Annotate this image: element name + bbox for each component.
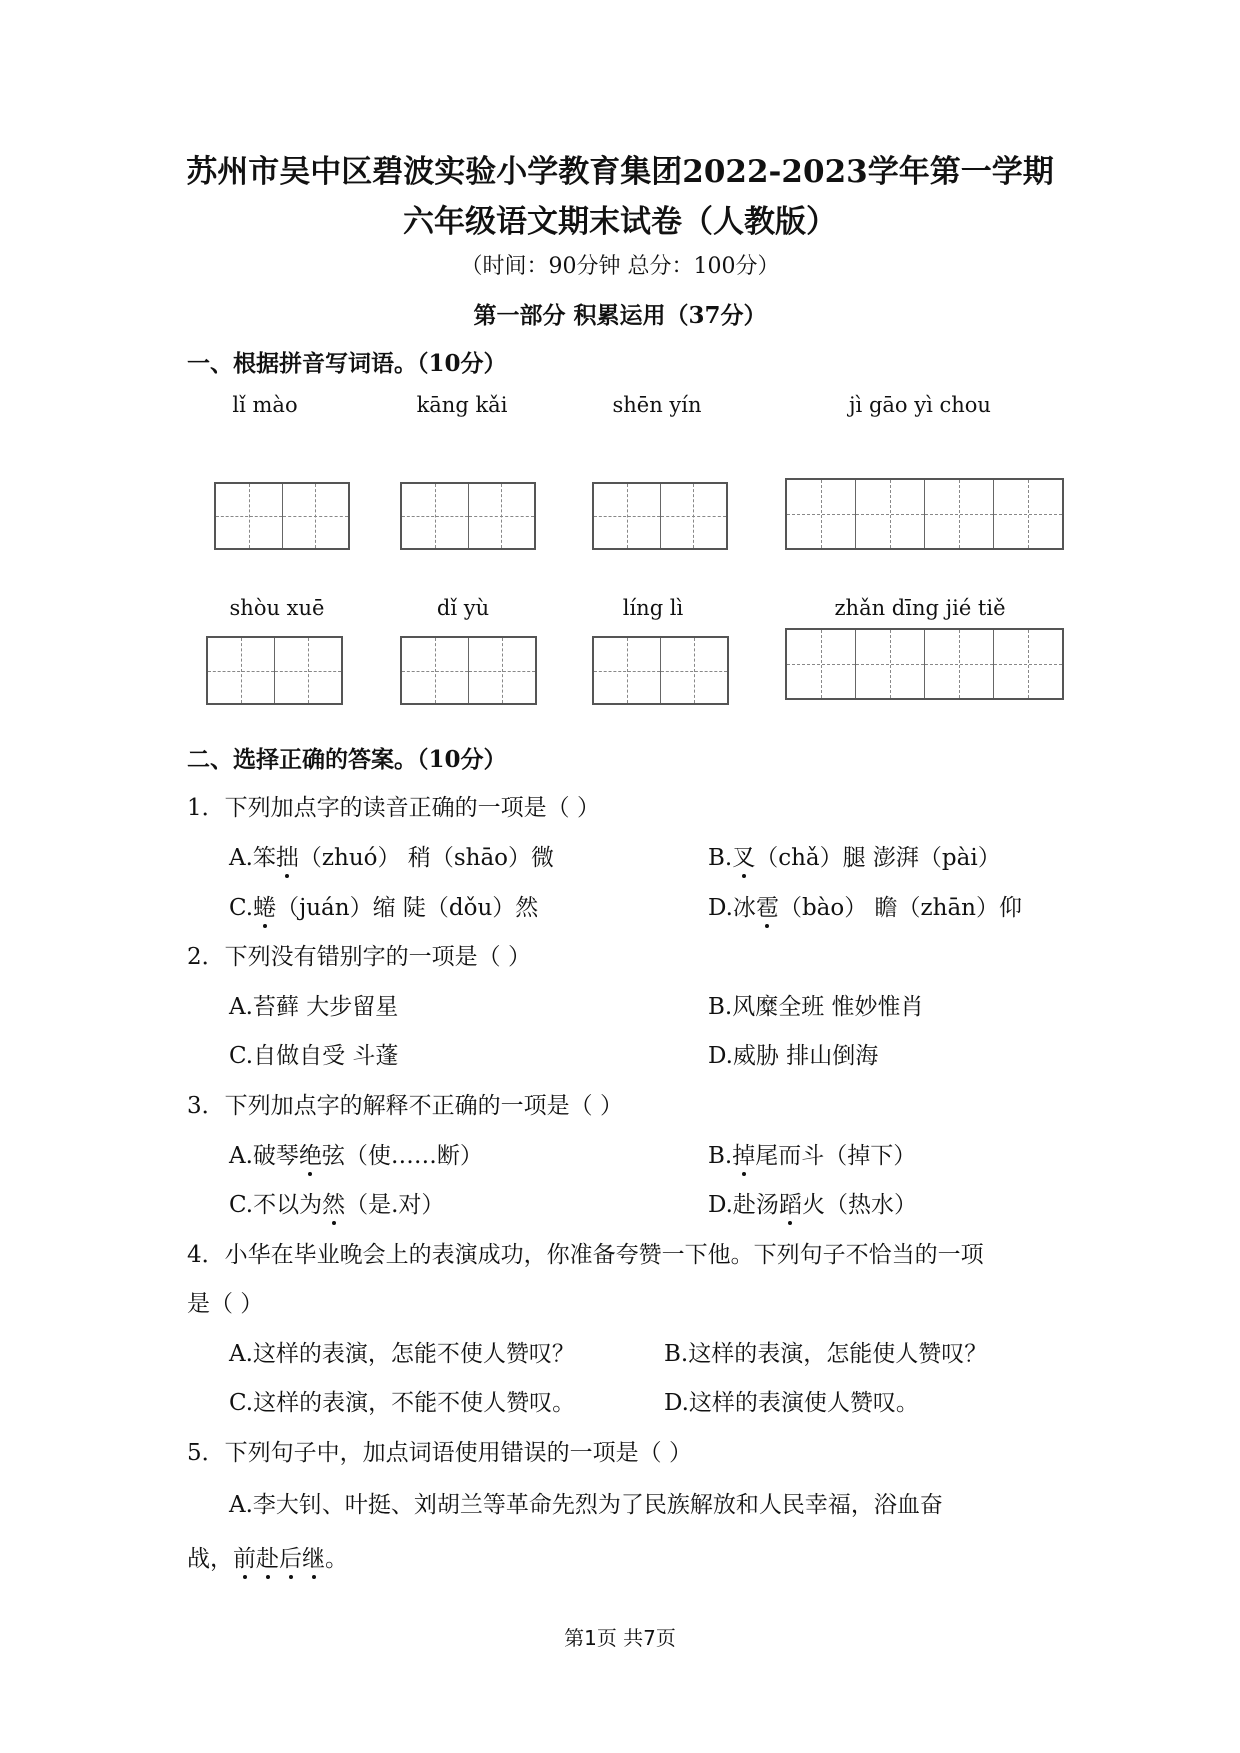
- exam-title-line2: 六年级语文期末试卷（人教版）: [403, 204, 837, 240]
- q3-option-a[interactable]: [229, 1137, 483, 1170]
- q5-option-a-line2: [187, 1540, 348, 1573]
- q2-option-d[interactable]: D.威胁 排山倒海: [708, 1043, 879, 1069]
- q4-option-c[interactable]: C.这样的表演，不能不使人赞叹。: [229, 1390, 576, 1416]
- section1-heading: 一、根据拼音写词语。（10分）: [187, 350, 507, 377]
- pinyin-label: kāng kǎi: [416, 393, 508, 417]
- writing-grid[interactable]: [785, 628, 1064, 700]
- q1-option-c-text: （juán）缩 陡（dǒu）然: [276, 895, 539, 921]
- q3-option-c[interactable]: [229, 1186, 444, 1219]
- writing-grid[interactable]: [592, 482, 728, 550]
- q5-text: 。: [325, 1546, 348, 1572]
- emphasis-char: 蹈: [779, 1186, 802, 1219]
- pinyin-label: lǐ mào: [232, 393, 298, 417]
- emphasis-char: 雹: [756, 889, 779, 922]
- q1-option-d-text: D.冰: [708, 895, 756, 921]
- writing-grid[interactable]: [400, 482, 536, 550]
- q3-option-a-text: 弦（使……断）: [321, 1143, 483, 1169]
- pinyin-label: jì gāo yì chou: [849, 393, 991, 417]
- q5-option-a-line1[interactable]: A.李大钊、叶挺、刘胡兰等革命先烈为了民族解放和人民幸福，浴血奋: [229, 1492, 943, 1518]
- q3-option-a-text: A.破琴: [229, 1143, 299, 1169]
- question-2-stem: 2．下列没有错别字的一项是（ ）: [187, 944, 531, 970]
- emphasis-char: 拙: [276, 839, 299, 872]
- question-4-stem-cont: 是（ ）: [187, 1291, 264, 1317]
- q1-option-c-text: C.: [229, 895, 254, 921]
- writing-grid[interactable]: [214, 482, 350, 550]
- q2-option-c[interactable]: C.自做自受 斗蓬: [229, 1043, 399, 1069]
- q3-option-b-text: B.: [708, 1143, 733, 1169]
- writing-grid[interactable]: [400, 636, 537, 705]
- section2-heading: 二、选择正确的答案。（10分）: [187, 746, 507, 773]
- q2-option-a[interactable]: A.苔藓 大步留星: [229, 994, 399, 1020]
- emphasis-char: 掉: [732, 1137, 755, 1170]
- q3-option-c-text: C.不以为: [229, 1192, 323, 1218]
- time-info: （时间：90分钟 总分：100分）: [460, 254, 780, 279]
- pinyin-label: líng lì: [622, 596, 684, 620]
- pinyin-label: zhǎn dīng jié tiě: [834, 596, 1006, 620]
- q1-option-d-text: （bào） 瞻（zhān）仰: [778, 895, 1022, 921]
- q5-text: 战，: [187, 1546, 233, 1572]
- page-footer: 第1页 共7页: [564, 1626, 676, 1650]
- q1-option-d[interactable]: [708, 889, 1022, 922]
- q3-option-d-text: D.赴汤: [708, 1192, 779, 1218]
- emphasis-char: 赴: [256, 1540, 279, 1573]
- question-4-stem: 4．小华在毕业晚会上的表演成功，你准备夸赞一下他。下列句子不恰当的一项: [187, 1242, 984, 1268]
- part1-heading: 第一部分 积累运用（37分）: [473, 302, 767, 329]
- pinyin-label: dǐ yù: [436, 596, 490, 620]
- writing-grid[interactable]: [785, 478, 1064, 550]
- question-5-stem-text: 5．下列句子中，加点词语使用错误的一项是（ ）: [187, 1440, 692, 1466]
- q3-option-d-text: 火（热水）: [801, 1192, 917, 1218]
- q3-option-b[interactable]: [708, 1137, 916, 1170]
- pinyin-label: shēn yín: [612, 393, 702, 417]
- emphasis-char: 然: [322, 1186, 345, 1219]
- q3-option-b-text: 尾而斗（掉下）: [755, 1143, 917, 1169]
- question-5-stem: [187, 1434, 692, 1467]
- q1-option-b[interactable]: [708, 839, 1001, 872]
- emphasis-char: 继: [302, 1540, 325, 1573]
- q3-option-d[interactable]: [708, 1186, 917, 1219]
- q4-option-d[interactable]: D.这样的表演使人赞叹。: [664, 1390, 919, 1416]
- q4-option-b[interactable]: B.这样的表演，怎能使人赞叹？: [664, 1341, 988, 1367]
- q1-option-c[interactable]: [229, 889, 538, 922]
- q1-option-b-text: B.: [708, 845, 733, 871]
- q4-option-a[interactable]: A.这样的表演，怎能不使人赞叹？: [229, 1341, 575, 1367]
- exam-title-line1: 苏州市吴中区碧波实验小学教育集团2022-2023学年第一学期: [186, 154, 1054, 190]
- emphasis-char: 叉: [732, 839, 755, 872]
- pinyin-label: shòu xuē: [229, 596, 325, 620]
- writing-grid[interactable]: [206, 636, 343, 705]
- emphasis-char: 蜷: [253, 889, 276, 922]
- emphasis-char: 前: [233, 1540, 256, 1573]
- emphasis-char: 绝: [299, 1137, 322, 1170]
- writing-grid[interactable]: [592, 636, 729, 705]
- q1-option-a-text: （zhuó） 稍（shāo）微: [298, 845, 554, 871]
- question-1-stem: 1．下列加点字的读音正确的一项是（ ）: [187, 795, 600, 821]
- emphasis-char: 后: [279, 1540, 302, 1573]
- q1-option-b-text: （chǎ）腿 澎湃（pài）: [755, 845, 1001, 871]
- q2-option-b[interactable]: B.风糜全班 惟妙惟肖: [708, 994, 924, 1020]
- q1-option-a-text: A.笨: [229, 845, 276, 871]
- q3-option-c-text: （是.对）: [345, 1192, 445, 1218]
- question-3-stem: 3．下列加点字的解释不正确的一项是（ ）: [187, 1093, 623, 1119]
- q1-option-a[interactable]: [229, 839, 554, 872]
